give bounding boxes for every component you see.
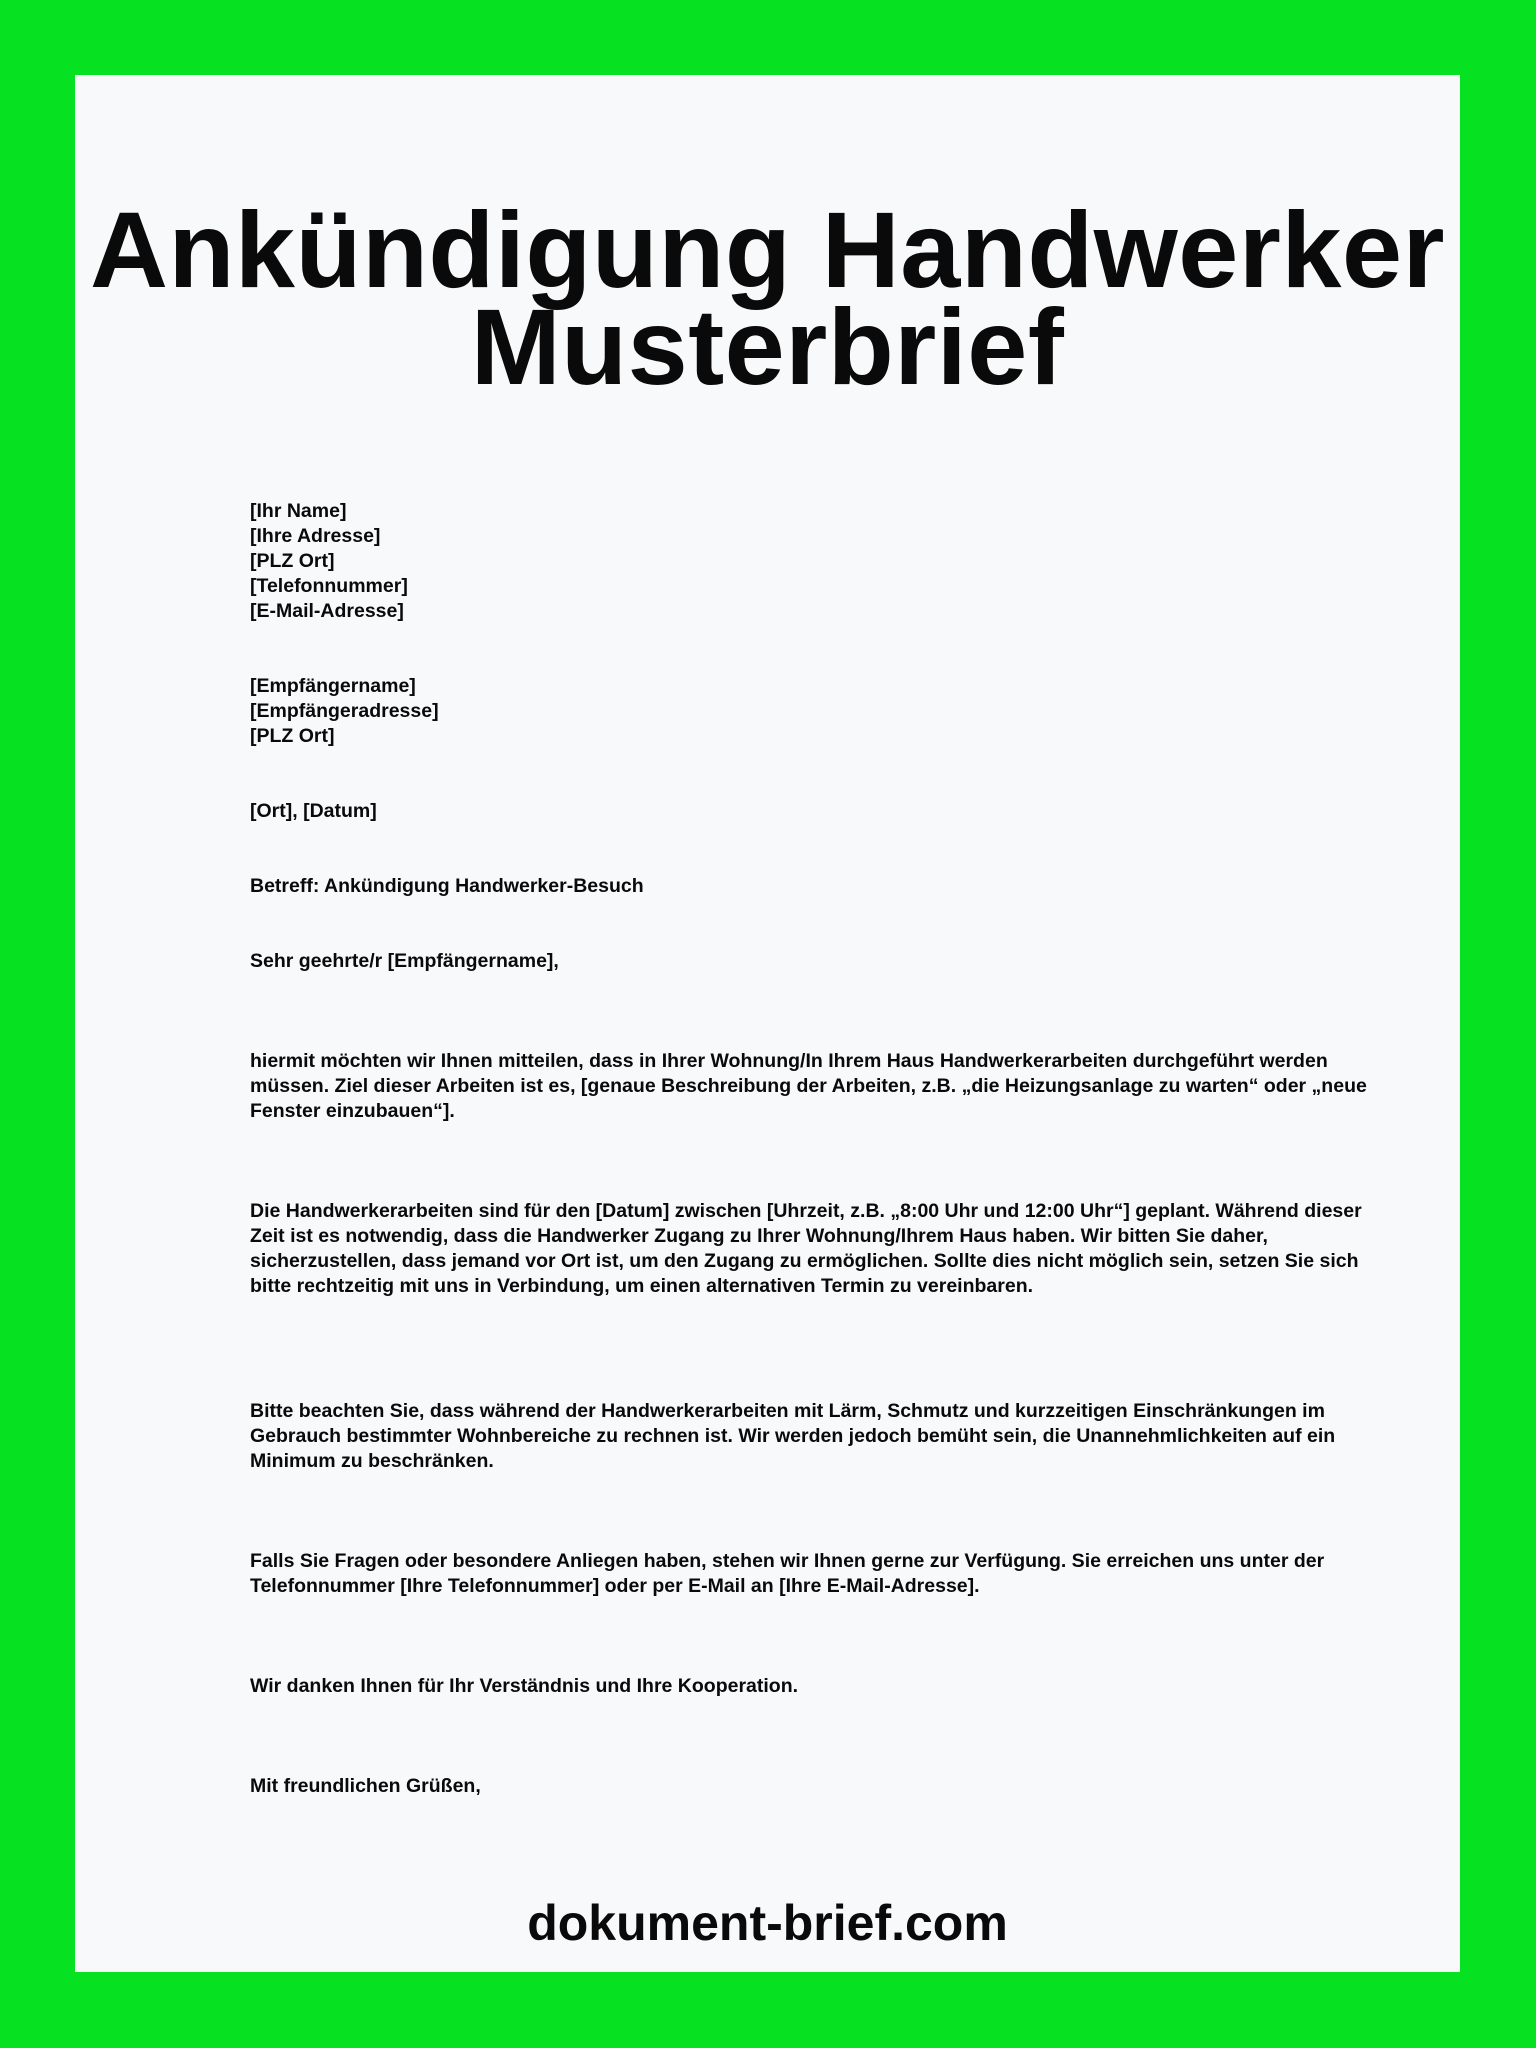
sender-block: [250, 499, 1370, 624]
body-paragraph-3: Bitte beachten Sie, dass während der Handwerkerarbeiten mit Lärm, Schmutz und kurzzeitigen Einschränkungen im Gebrauch bestimmter Wohnbereiche zu rechnen ist. Wir werden jedoch bemüht sein, die Unannehmlichkeiten auf ein Minimum zu beschränken.: [250, 1400, 1336, 1472]
sender-phone: [Telefonnummer]: [250, 575, 408, 597]
page-title-line-2: Musterbrief: [470, 286, 1065, 407]
letter-page: [75, 75, 1460, 1972]
recipient-block: [250, 674, 1370, 749]
place-date: [Ort], [Datum]: [250, 800, 377, 822]
body-paragraph-5: Wir danken Ihnen für Ihr Verständnis und Ihre Kooperation.: [250, 1675, 799, 1697]
page-title: [75, 189, 1460, 407]
sender-email: [E-Mail-Adresse]: [250, 600, 404, 622]
recipient-city: [PLZ Ort]: [250, 725, 335, 747]
body-paragraph-2: Die Handwerkerarbeiten sind für den [Datum] zwischen [Uhrzeit, z.B. „8:00 Uhr und 12:00 Uhr“] geplant. Während dieser Zeit ist es notwendig, dass die Handwerker Zugang zu Ihrer Wohnung/Ihrem Haus haben. Wir bitten Sie daher, sicherzustellen, dass jemand vor Ort ist, um den Zugang zu ermöglichen. Sollte dies nicht möglich sein, setzen Sie sich bitte rechtzeitig mit uns in Verbindung, um einen alternativen Termin zu vereinbaren.: [250, 1200, 1362, 1297]
recipient-address: [Empfängeradresse]: [250, 700, 439, 722]
page-title-line-1: Ankündigung Handwerker: [89, 189, 1446, 310]
footer-website: dokument-brief.com: [527, 1895, 1008, 1951]
sender-city: [PLZ Ort]: [250, 550, 335, 572]
body-paragraph-1: hiermit möchten wir Ihnen mitteilen, dass in Ihrer Wohnung/In Ihrem Haus Handwerkerarbeiten durchgeführt werden müssen. Ziel dieser Arbeiten ist es, [genaue Beschreibung der Arbeiten, z.B. „die Heizungsanlage zu warten“ oder „neue Fenster einzubauen“].: [250, 1050, 1367, 1122]
closing: Mit freundlichen Grüßen,: [250, 1775, 481, 1797]
recipient-name: [Empfängername]: [250, 675, 416, 697]
subject-line: Betreff: Ankündigung Handwerker-Besuch: [250, 875, 644, 897]
body-paragraph-4: Falls Sie Fragen oder besondere Anliegen haben, stehen wir Ihnen gerne zur Verfügung. Sie erreichen uns unter der Telefonnummer [Ihre Telefonnummer] oder per E-Mail an [Ihre E-Mail-Adresse].: [250, 1550, 1325, 1597]
sender-name: [Ihr Name]: [250, 500, 347, 522]
salutation: Sehr geehrte/r [Empfängername],: [250, 950, 559, 972]
sender-address: [Ihre Adresse]: [250, 525, 381, 547]
